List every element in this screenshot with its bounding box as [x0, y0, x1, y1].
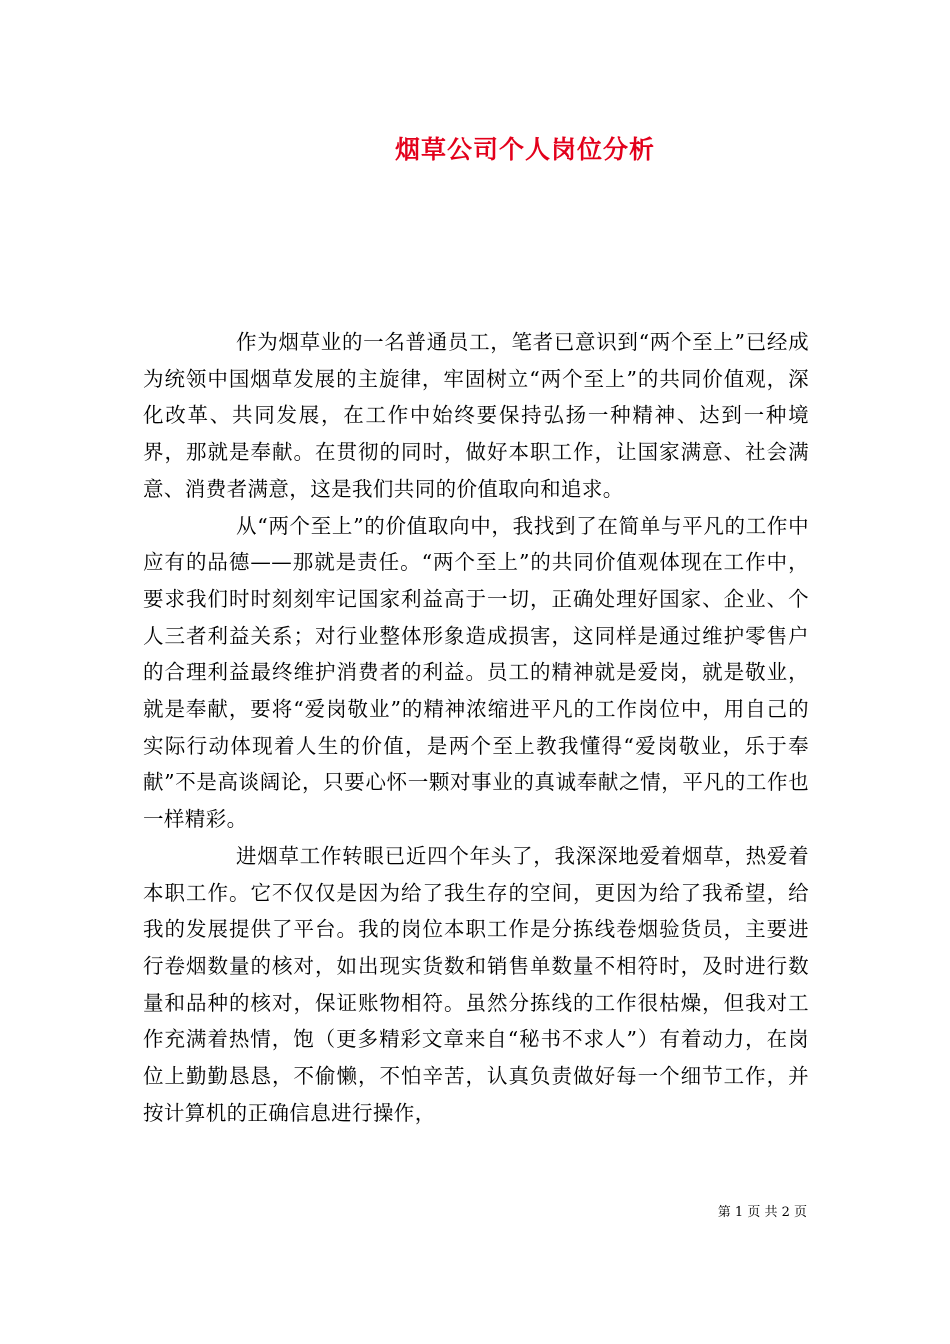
page-number: 第 1 页 共 2 页 — [717, 1205, 807, 1220]
document-title: 烟草公司个人岗位分析 — [394, 135, 655, 164]
paragraph-3: 进烟草工作转眼已近四个年头了，我深深地爱着烟草，热爱着本职工作。它不仅仅是因为给了我生存的空间，更因为给了我希望，给我的发展提供了平台。我的岗位本职工作是分拣线卷烟验货员，主要进行卷烟数量的核对，如出现实货数和销售单数量不相符时，及时进行数量和品种的核对，保证账物相符。虽然分拣线的工作很枯燥，但我对工作充满着热情，饱（更多精彩文章来自“秘书不求人”）有着动力，在岗位上勤勤恳恳，不偷懒，不怕辛苦，认真负责做好每一个细节工作，并按计算机的正确信息进行操作， — [143, 843, 809, 1125]
paragraph-1: 作为烟草业的一名普通员工，笔者已意识到“两个至上”已经成为统领中国烟草发展的主旋律，牢固树立“两个至上”的共同价值观，深化改革、共同发展，在工作中始终要保持弘扬一种精神、达到一种境界，那就是奉献。在贯彻的同时，做好本职工作，让国家满意、社会满意、消费者满意，这是我们共同的价值取向和追求。 — [143, 330, 809, 501]
document-body — [143, 324, 809, 1131]
paragraph-2: 从“两个至上”的价值取向中，我找到了在简单与平凡的工作中应有的品德——那就是责任。“两个至上”的共同价值观体现在工作中，要求我们时时刻刻牢记国家利益高于一切，正确处理好国家、企业、个人三者利益关系；对行业整体形象造成损害，这同样是通过维护零售户的合理利益最终维护消费者的利益。员工的精神就是爱岗，就是敬业，就是奉献，要将“爱岗敬业”的精神浓缩进平凡的工作岗位中，用自己的实际行动体现着人生的价值，是两个至上教我懂得“爱岗敬业，乐于奉献”不是高谈阔论，只要心怀一颗对事业的真诚奉献之情，平凡的工作也一样精彩。 — [143, 513, 809, 832]
